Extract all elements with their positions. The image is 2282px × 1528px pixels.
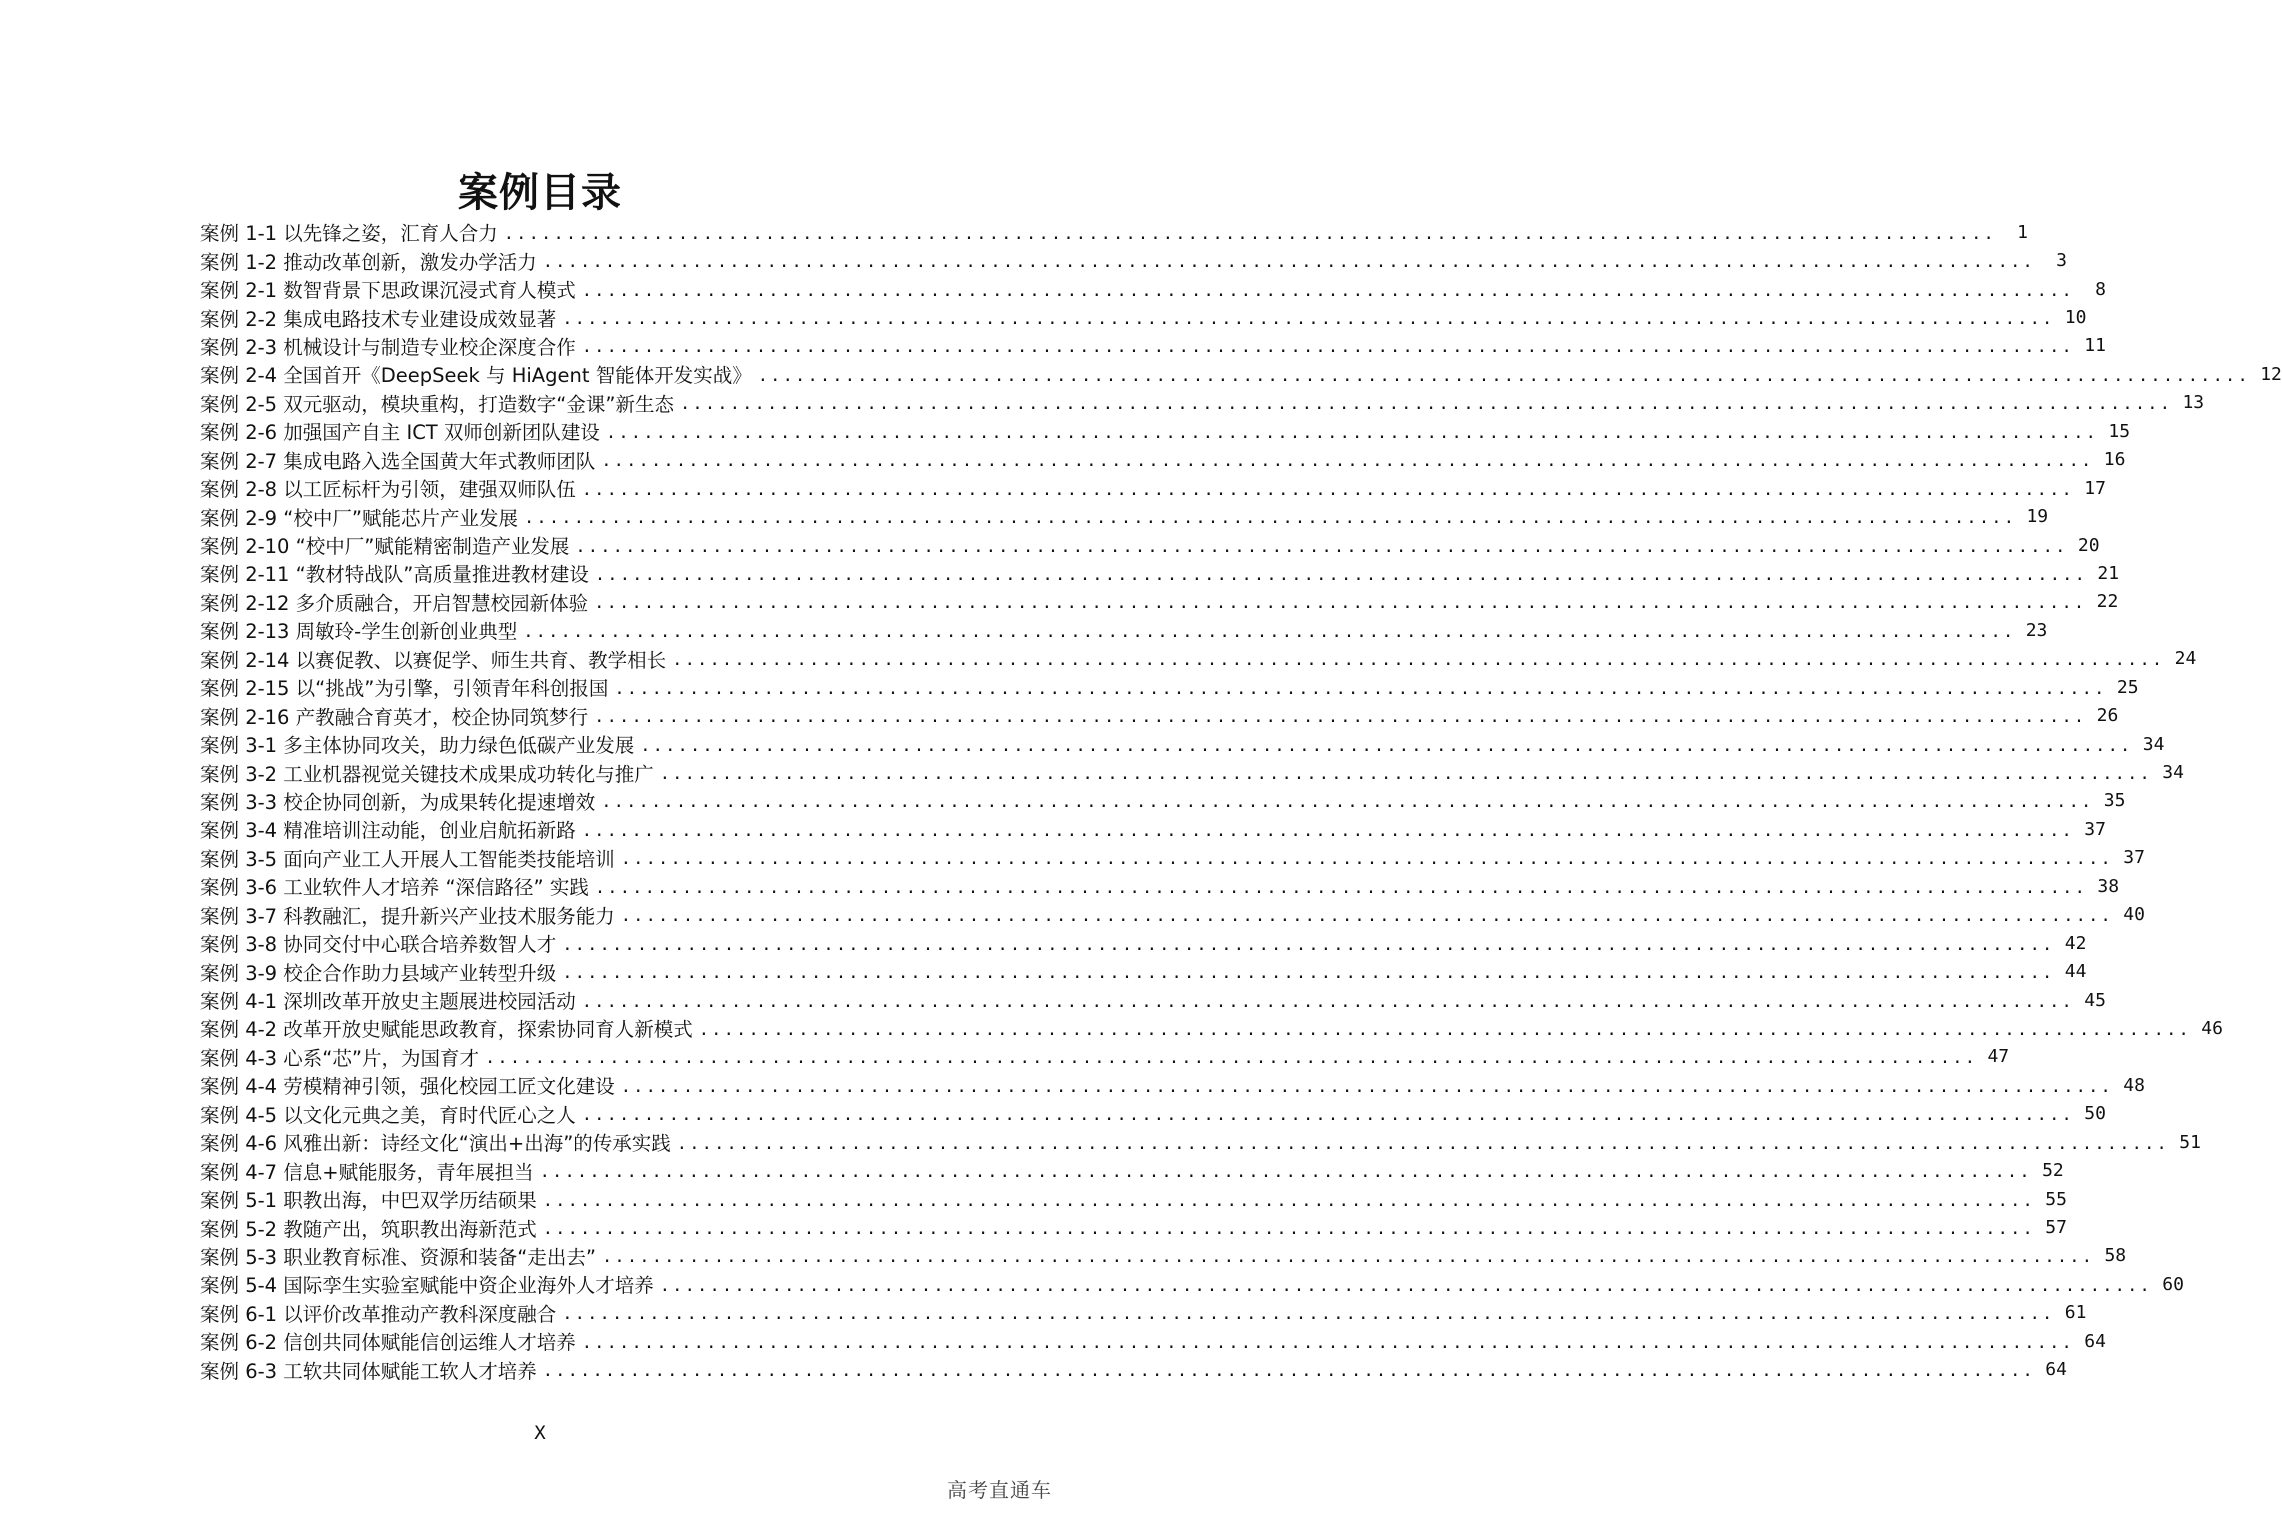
toc-dot-leader: ........................................................................................................................ — [581, 479, 2074, 500]
toc-entry-title: 案例 2-11 “教材特战队”高质量推进教材建设 — [200, 563, 589, 587]
toc-entry-page: 58 — [2104, 1245, 2127, 1267]
toc-entry[interactable] — [200, 1356, 2067, 1384]
toc-entry-title: 案例 4-5 以文化元典之美，育时代匠心之人 — [200, 1103, 576, 1127]
toc-dot-leader: ........................................................................................................................ — [601, 792, 2094, 813]
toc-entry[interactable] — [200, 446, 2126, 474]
toc-entry-title: 案例 4-6 风雅出新：诗经文化“演出+出海”的传承实践 — [200, 1132, 671, 1156]
toc-entry[interactable] — [200, 673, 2139, 701]
toc-dot-leader: ........................................................................................................................ — [659, 1275, 2152, 1296]
toc-entry[interactable] — [200, 502, 2049, 530]
toc-entry-page: 46 — [2201, 1017, 2223, 1039]
toc-entry-page: 15 — [2108, 420, 2131, 442]
toc-entry-title: 案例 3-2 工业机器视觉关键技术成果成功转化与推广 — [200, 762, 654, 786]
toc-entry-title: 案例 1-2 推动改革创新，激发办学活力 — [200, 250, 537, 274]
toc-dot-leader: ........................................................................................................................ — [581, 280, 2074, 301]
toc-dot-leader: ........................................................................................................................ — [542, 1361, 2035, 1382]
toc-dot-leader: ........................................................................................................................ — [539, 1162, 2032, 1183]
toc-dot-leader: ........................................................................................................................ — [581, 991, 2074, 1012]
toc-dot-leader: ........................................................................................................................ — [562, 934, 2055, 955]
toc-dot-leader: ........................................................................................................................ — [581, 1105, 2074, 1126]
toc-entry-title: 案例 2-9 “校中厂”赋能芯片产业发展 — [200, 506, 518, 530]
toc-entry[interactable] — [200, 1043, 2010, 1071]
toc-entry-page: 40 — [2123, 904, 2145, 926]
toc-entry-title: 案例 6-2 信创共同体赋能信创运维人才培养 — [200, 1331, 576, 1355]
toc-entry[interactable] — [200, 1299, 2087, 1327]
toc-entry[interactable] — [200, 1242, 2127, 1270]
toc-entry[interactable] — [200, 815, 2106, 843]
toc-entry-page: 35 — [2103, 790, 2126, 812]
toc-entry-title: 案例 2-15 以“挑战”为引擎，引领青年科创报国 — [200, 677, 609, 701]
toc-entry[interactable] — [200, 957, 2087, 985]
toc-entry-page: 37 — [2123, 847, 2145, 869]
toc-entry-page: 23 — [2025, 619, 2048, 641]
toc-entry-page: 12 — [2260, 363, 2282, 385]
toc-dot-leader: ........................................................................................................................ — [679, 394, 2173, 415]
toc-entry[interactable] — [200, 559, 2120, 587]
toc-entry[interactable] — [200, 1071, 2145, 1099]
toc-entry[interactable] — [200, 986, 2106, 1014]
toc-entry-title: 案例 6-1 以评价改革推动产教科深度融合 — [200, 1302, 557, 1326]
toc-entry-page: 64 — [2045, 1359, 2067, 1381]
toc-dot-leader: ........................................................................................................................ — [523, 508, 2017, 529]
watermark: 高考直通车 — [947, 1478, 1052, 1502]
page-number: X — [534, 1422, 546, 1444]
toc-entry-page: 51 — [2179, 1131, 2201, 1153]
toc-entry[interactable] — [200, 246, 2067, 274]
toc-entry-title: 案例 2-3 机械设计与制造专业校企深度合作 — [200, 335, 576, 359]
toc-entry-title: 案例 5-4 国际孪生实验室赋能中资企业海外人才培养 — [200, 1274, 654, 1298]
toc-entry-title: 案例 2-2 集成电路技术专业建设成效显著 — [200, 307, 557, 331]
toc-entry-title: 案例 4-4 劳模精神引领，强化校园工匠文化建设 — [200, 1075, 615, 1099]
toc-entry[interactable] — [200, 1327, 2106, 1355]
toc-dot-leader: ........................................................................................................................ — [614, 678, 2107, 699]
toc-dot-leader: ........................................................................................................................ — [659, 764, 2152, 785]
toc-entry-title: 案例 2-8 以工匠标杆为引领，建强双师队伍 — [200, 478, 576, 502]
toc-entry-page: 44 — [2064, 961, 2087, 983]
toc-entry[interactable] — [200, 616, 2048, 644]
toc-dot-leader: ........................................................................................................................ — [542, 252, 2035, 273]
toc-entry-page: 38 — [2097, 875, 2120, 897]
toc-entry-page: 64 — [2084, 1330, 2106, 1352]
toc-entry[interactable] — [200, 1128, 2201, 1156]
toc-dot-leader: ........................................................................................................................ — [620, 849, 2113, 870]
toc-entry[interactable] — [200, 758, 2184, 786]
toc-dot-leader: ........................................................................................................................ — [523, 621, 2016, 642]
toc-entry[interactable] — [200, 929, 2087, 957]
toc-entry-page: 37 — [2084, 818, 2106, 840]
toc-entry-page: 42 — [2064, 932, 2087, 954]
toc-entry[interactable] — [200, 1185, 2067, 1213]
toc-entry-title: 案例 3-6 工业软件人才培养 “深信路径” 实践 — [200, 876, 589, 900]
toc-entry-page: 24 — [2174, 648, 2197, 670]
toc-dot-leader: ........................................................................................................................ — [562, 963, 2055, 984]
toc-entry-title: 案例 3-3 校企协同创新，为成果转化提速增效 — [200, 790, 596, 814]
toc-dot-leader: ........................................................................................................................ — [676, 1133, 2169, 1154]
toc-entry[interactable] — [200, 730, 2165, 758]
toc-entry-title: 案例 3-1 多主体协同攻关，助力绿色低碳产业发展 — [200, 734, 635, 758]
toc-dot-leader: ........................................................................................................................ — [698, 1019, 2191, 1040]
toc-entry-page: 1 — [2017, 221, 2028, 243]
toc-dot-leader: ........................................................................................................................ — [484, 1048, 1978, 1069]
toc-dot-leader: ........................................................................................................................ — [503, 223, 1996, 244]
toc-entry-page: 48 — [2123, 1074, 2145, 1096]
toc-entry-page: 11 — [2084, 335, 2106, 357]
toc-entry-page: 26 — [2096, 705, 2119, 727]
toc-entry[interactable] — [200, 1100, 2106, 1128]
toc-dot-leader: ........................................................................................................................ — [620, 906, 2113, 927]
toc-entry-title: 案例 2-5 双元驱动，模块重构，打造数字“金课”新生态 — [200, 392, 674, 416]
toc-entry-page: 20 — [2077, 534, 2100, 556]
toc-entry-title: 案例 4-1 深圳改革开放史主题展进校园活动 — [200, 990, 576, 1014]
toc-entry-title: 案例 4-3 心系“芯”片，为国育才 — [200, 1046, 479, 1070]
toc-dot-leader: ........................................................................................................................ — [757, 365, 2250, 386]
toc-entry[interactable] — [200, 701, 2119, 729]
toc-entry[interactable] — [200, 1014, 2223, 1042]
toc-entry[interactable] — [200, 360, 2282, 388]
toc-entry-title: 案例 2-12 多介质融合，开启智慧校园新体验 — [200, 591, 589, 615]
page-title: 案例目录 — [458, 168, 622, 216]
toc-entry-page: 16 — [2103, 449, 2126, 471]
toc-entry-title: 案例 2-13 周敏玲-学生创新创业典型 — [200, 620, 518, 644]
toc-entry-title: 案例 5-2 教随产出，筑职教出海新范式 — [200, 1217, 537, 1241]
toc-entry[interactable] — [200, 218, 2028, 246]
toc-entry-title: 案例 6-3 工软共同体赋能工软人才培养 — [200, 1359, 537, 1383]
toc-dot-leader: ........................................................................................................................ — [562, 309, 2055, 330]
toc-dot-leader: ........................................................................................................................ — [601, 1247, 2095, 1268]
toc-dot-leader: ........................................................................................................................ — [562, 1304, 2055, 1325]
toc-dot-leader: ........................................................................................................................ — [581, 337, 2074, 358]
toc-dot-leader: ........................................................................................................................ — [594, 877, 2088, 898]
toc-entry[interactable] — [200, 787, 2126, 815]
toc-entry-title: 案例 3-4 精准培训注动能，创业启航拓新路 — [200, 819, 576, 843]
toc-entry[interactable] — [200, 1213, 2067, 1241]
toc-dot-leader: ........................................................................................................................ — [542, 1219, 2035, 1240]
toc-entry[interactable] — [200, 1156, 2064, 1184]
toc-entry-title: 案例 2-7 集成电路入选全国黄大年式教师团队 — [200, 449, 596, 473]
toc-entry[interactable] — [200, 474, 2106, 502]
toc-dot-leader: ........................................................................................................................ — [601, 451, 2094, 472]
toc-entry-title: 案例 4-7 信息+赋能服务，青年展担当 — [200, 1160, 534, 1184]
toc-dot-leader: ........................................................................................................................ — [594, 564, 2088, 585]
toc-entry-page: 8 — [2095, 278, 2106, 300]
toc-dot-leader: ........................................................................................................................ — [581, 820, 2074, 841]
toc-entry-title: 案例 2-16 产教融合育英才，校企协同筑梦行 — [200, 705, 589, 729]
toc-entry[interactable] — [200, 417, 2131, 445]
toc-entry-page: 60 — [2162, 1273, 2184, 1295]
toc-entry-title: 案例 1-1 以先锋之姿，汇育人合力 — [200, 222, 498, 246]
toc-entry-page: 25 — [2116, 676, 2139, 698]
toc-entry-page: 34 — [2142, 733, 2165, 755]
toc-entry-page: 57 — [2045, 1217, 2067, 1239]
toc-entry-page: 52 — [2042, 1160, 2064, 1182]
toc-entry-page: 45 — [2084, 989, 2106, 1011]
toc-entry[interactable] — [200, 389, 2205, 417]
table-of-contents — [200, 218, 2282, 1384]
toc-dot-leader: ........................................................................................................................ — [594, 707, 2087, 728]
toc-entry-title: 案例 3-7 科教融汇，提升新兴产业技术服务能力 — [200, 904, 615, 928]
toc-entry-page: 22 — [2096, 591, 2119, 613]
toc-entry-title: 案例 3-5 面向产业工人开展人工智能类技能培训 — [200, 847, 615, 871]
toc-dot-leader: ........................................................................................................................ — [620, 1076, 2113, 1097]
toc-entry[interactable] — [200, 303, 2087, 331]
toc-entry[interactable] — [200, 275, 2106, 303]
toc-entry-title: 案例 2-4 全国首开《DeepSeek 与 HiAgent 智能体开发实战》 — [200, 364, 752, 388]
toc-dot-leader: ........................................................................................................................ — [581, 1332, 2074, 1353]
toc-dot-leader: ........................................................................................................................ — [575, 536, 2068, 557]
toc-entry-page: 19 — [2026, 506, 2049, 528]
toc-entry-title: 案例 3-9 校企合作助力县域产业转型升级 — [200, 961, 557, 985]
toc-entry-title: 案例 2-6 加强国产自主 ICT 双师创新团队建设 — [200, 421, 600, 445]
toc-dot-leader: ........................................................................................................................ — [672, 650, 2165, 671]
toc-entry-title: 案例 2-10 “校中厂”赋能精密制造产业发展 — [200, 535, 570, 559]
toc-entry-title: 案例 3-8 协同交付中心联合培养数智人才 — [200, 933, 557, 957]
toc-entry-page: 17 — [2084, 477, 2106, 499]
toc-dot-leader: ........................................................................................................................ — [640, 735, 2133, 756]
toc-entry[interactable] — [200, 1270, 2184, 1298]
toc-dot-leader: ........................................................................................................................ — [594, 593, 2087, 614]
toc-entry[interactable] — [200, 901, 2145, 929]
toc-entry-page: 21 — [2097, 562, 2120, 584]
toc-dot-leader: ........................................................................................................................ — [605, 422, 2099, 443]
toc-dot-leader: ........................................................................................................................ — [542, 1190, 2035, 1211]
toc-entry-title: 案例 5-3 职业教育标准、资源和装备“走出去” — [200, 1245, 596, 1269]
toc-entry-page: 50 — [2084, 1103, 2106, 1125]
toc-entry-page: 55 — [2045, 1188, 2067, 1210]
toc-entry-page: 3 — [2056, 250, 2067, 272]
toc-entry-page: 10 — [2064, 307, 2087, 329]
toc-entry-title: 案例 4-2 改革开放史赋能思政教育，探索协同育人新模式 — [200, 1018, 693, 1042]
toc-entry[interactable] — [200, 588, 2119, 616]
toc-entry-page: 34 — [2162, 762, 2184, 784]
toc-entry[interactable] — [200, 872, 2120, 900]
toc-entry[interactable] — [200, 332, 2106, 360]
toc-entry-page: 13 — [2182, 392, 2205, 414]
toc-entry-title: 案例 2-1 数智背景下思政课沉浸式育人模式 — [200, 279, 576, 303]
toc-entry-page: 61 — [2064, 1302, 2087, 1324]
toc-entry-title: 案例 2-14 以赛促教、以赛促学、师生共育、教学相长 — [200, 648, 667, 672]
toc-entry[interactable] — [200, 645, 2197, 673]
toc-entry[interactable] — [200, 844, 2145, 872]
toc-entry-title: 案例 5-1 职教出海，中巴双学历结硕果 — [200, 1189, 537, 1213]
toc-entry-page: 47 — [1987, 1046, 2010, 1068]
toc-entry[interactable] — [200, 531, 2100, 559]
